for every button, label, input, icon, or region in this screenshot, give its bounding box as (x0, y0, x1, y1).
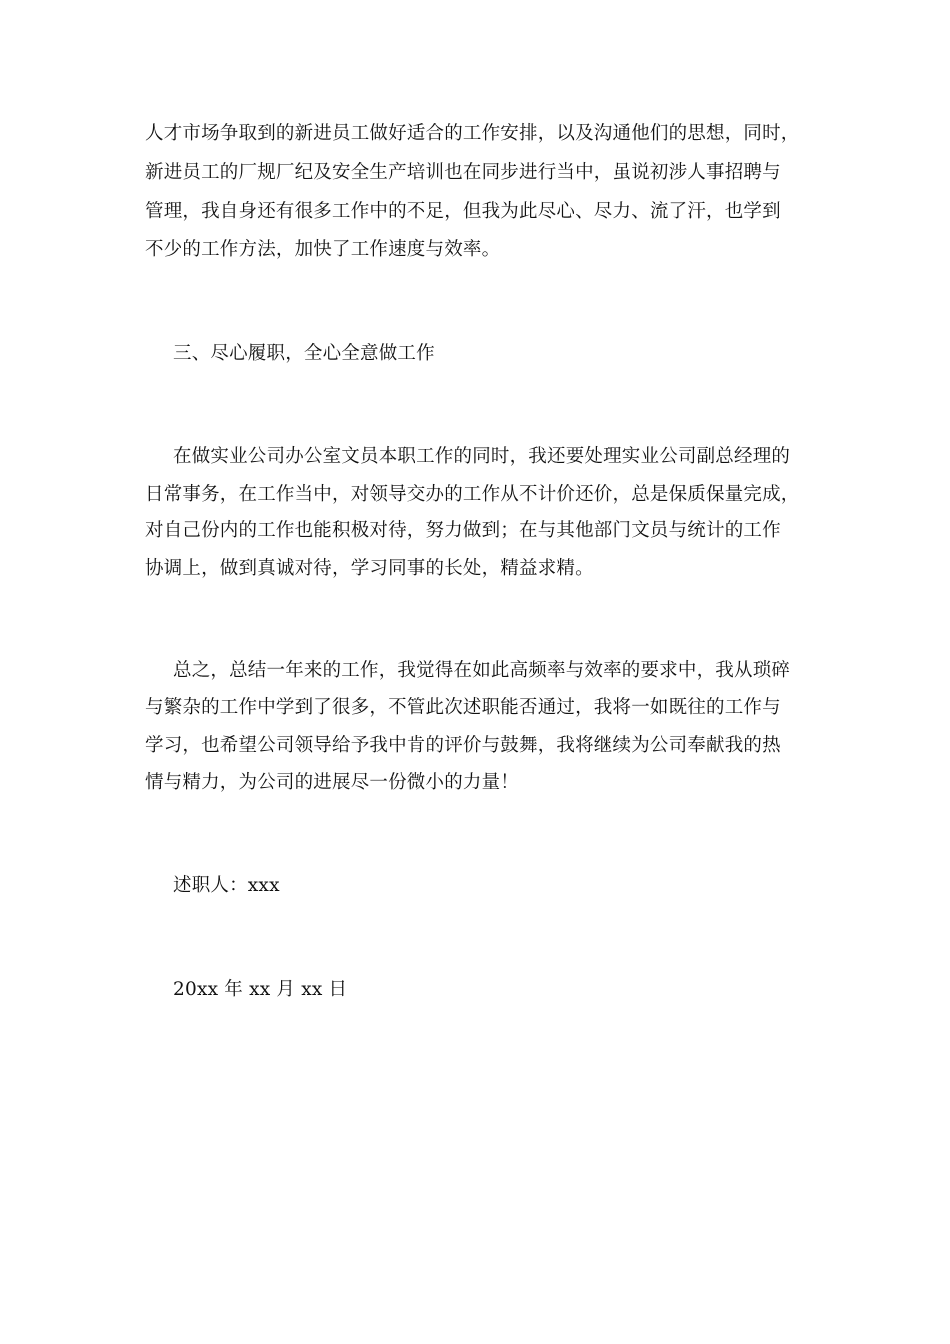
paragraph-line: 与繁杂的工作中学到了很多，不管此次述职能否通过，我将一如既往的工作与 (145, 697, 781, 718)
signature-line: 述职人：xxx (173, 875, 280, 896)
paragraph-line: 不少的工作方法，加快了工作速度与效率。 (145, 239, 501, 260)
paragraph-line: 总之，总结一年来的工作，我觉得在如此高频率与效率的要求中，我从琐碎 (173, 660, 791, 681)
paragraph-line: 在做实业公司办公室文员本职工作的同时，我还要处理实业公司副总经理的 (173, 446, 791, 467)
section-heading: 三、尽心履职，全心全意做工作 (173, 343, 435, 364)
date-line: 20xx 年 xx 月 xx 日 (173, 979, 348, 1000)
paragraph-line: 对自己份内的工作也能积极对待，努力做到；在与其他部门文员与统计的工作 (145, 520, 781, 541)
paragraph-line: 协调上，做到真诚对待，学习同事的长处，精益求精。 (145, 558, 594, 579)
paragraph-line: 管理，我自身还有很多工作中的不足，但我为此尽心、尽力、流了汗，也学到 (145, 201, 781, 222)
paragraph-line: 日常事务，在工作当中，对领导交办的工作从不计价还价，总是保质保量完成， (145, 484, 800, 505)
paragraph-line: 人才市场争取到的新进员工做好适合的工作安排，以及沟通他们的思想，同时， (145, 123, 800, 144)
paragraph-line: 学习，也希望公司领导给予我中肯的评价与鼓舞，我将继续为公司奉献我的热 (145, 735, 781, 756)
paragraph-line: 情与精力，为公司的进展尽一份微小的力量！ (145, 772, 520, 793)
paragraph-line: 新进员工的厂规厂纪及安全生产培训也在同步进行当中，虽说初涉人事招聘与 (145, 162, 781, 183)
